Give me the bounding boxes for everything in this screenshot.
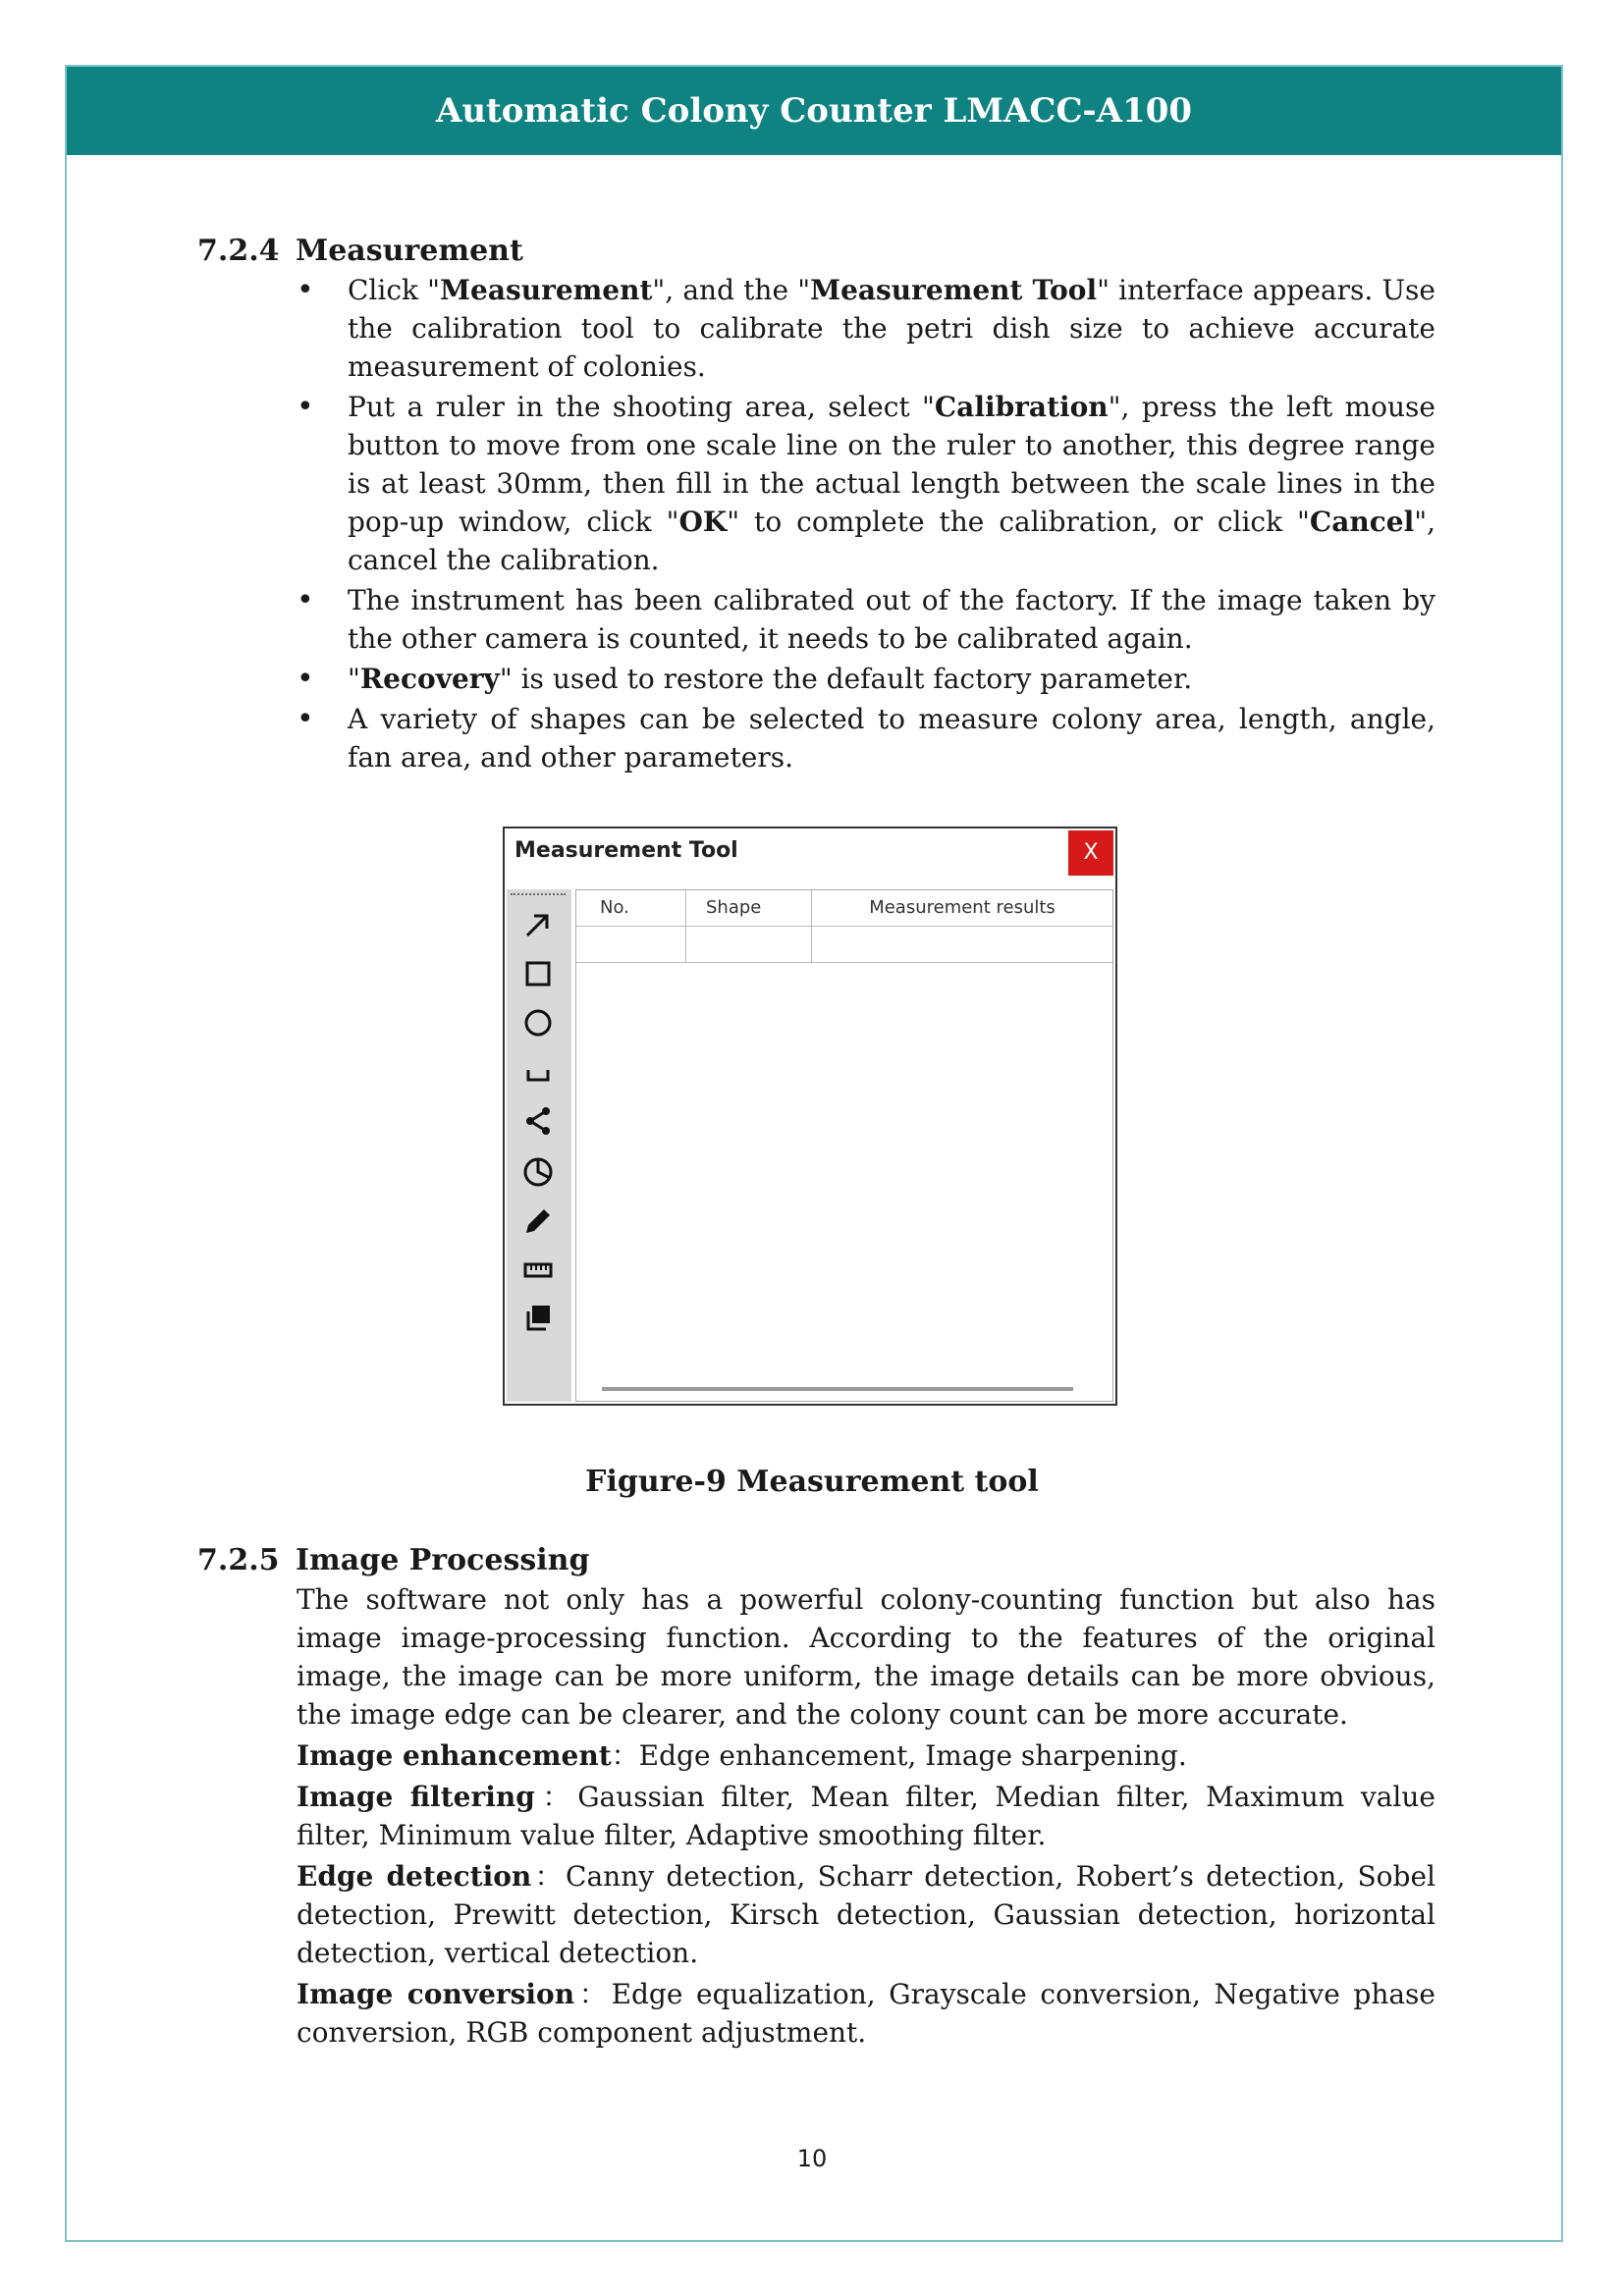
section-heading-724 bbox=[197, 234, 523, 268]
fan-icon[interactable] bbox=[522, 1156, 554, 1188]
table-cell bbox=[686, 927, 812, 962]
list-item: • The instrument has been calibrated out of the factory. If the image taken by the other camera is counted, it needs to be calibrated again. bbox=[297, 581, 1435, 658]
column-header-results[interactable]: Measurement results bbox=[869, 897, 1056, 918]
list-item: • Click "Measurement", and the "Measurement Tool" interface appears. Use the calibration tool to calibrate the petri dish size to achieve accurate measurement of colonies. bbox=[297, 271, 1435, 386]
table-cell bbox=[576, 927, 686, 962]
image-processing-body bbox=[297, 1580, 1435, 2055]
arrow-icon[interactable] bbox=[522, 909, 554, 940]
horizontal-scrollbar[interactable] bbox=[602, 1387, 1073, 1391]
feature-item: Image enhancement：Edge enhancement, Image sharpening. bbox=[297, 1739, 1187, 1772]
results-table bbox=[575, 889, 1113, 1402]
page-header: Automatic Colony Counter LMACC-A100 bbox=[67, 67, 1561, 155]
rectangle-icon[interactable] bbox=[522, 958, 554, 989]
measurement-bullets bbox=[297, 271, 1435, 778]
list-item: • "Recovery" is used to restore the default factory parameter. bbox=[297, 660, 1435, 698]
measurement-tool-window bbox=[503, 827, 1117, 1406]
circle-icon[interactable] bbox=[522, 1007, 554, 1039]
window-title: Measurement Tool bbox=[514, 838, 738, 863]
column-header-shape[interactable]: Shape bbox=[686, 890, 812, 926]
table-row[interactable] bbox=[576, 927, 1112, 963]
section-number: 7.2.5 bbox=[197, 1543, 280, 1577]
list-item: • A variety of shapes can be selected to measure colony area, length, angle, fan area, and other parameters. bbox=[297, 700, 1435, 776]
list-item: • Put a ruler in the shooting area, select "Calibration", press the left mouse button to move from one scale line on the ruler to another, this degree range is at least 30mm, then fill in the actual length between the scale lines in the pop-up window, click "OK" to complete the calibration, or click "Cancel", cancel the calibration. bbox=[297, 388, 1435, 579]
table-header bbox=[576, 890, 1112, 927]
toolbar-grip[interactable] bbox=[511, 893, 566, 898]
intro-paragraph: The software not only has a powerful colony-counting function but also has image image-processing function. According to the features of the original image, the image can be more uniform, the image details can be more obvious, the image edge can be clearer, and the colony count can be more accurate. bbox=[297, 1583, 1435, 1731]
feature-item: Image conversion：Edge equalization, Grayscale conversion, Negative phase conversion, RGB component adjustment. bbox=[297, 1978, 1435, 2049]
pen-icon[interactable] bbox=[522, 1205, 554, 1237]
section-heading-725 bbox=[197, 1543, 589, 1577]
figure-caption: Figure-9 Measurement tool bbox=[585, 1465, 1039, 1499]
page-number: 10 bbox=[796, 2145, 828, 2172]
table-cell bbox=[812, 927, 1112, 962]
column-header-no[interactable]: No. bbox=[576, 890, 686, 926]
angle-icon[interactable] bbox=[522, 1105, 554, 1137]
measurement-toolbar bbox=[507, 889, 571, 1402]
section-title: Image Processing bbox=[296, 1543, 590, 1577]
ruler-icon[interactable] bbox=[522, 1255, 554, 1286]
section-number: 7.2.4 bbox=[197, 234, 280, 268]
recovery-icon[interactable] bbox=[522, 1302, 554, 1333]
feature-item: Image filtering：Gaussian filter, Mean filter, Median filter, Maximum value filter, Minimum value filter, Adaptive smoothing filter. bbox=[297, 1781, 1435, 1851]
feature-item: Edge detection：Canny detection, Scharr detection, Robert’s detection, Sobel detection, Prewitt detection, Kirsch detection, Gaussian detection, horizontal detection, vertical detection. bbox=[297, 1860, 1435, 1969]
section-title: Measurement bbox=[296, 234, 523, 268]
line-icon[interactable] bbox=[522, 1056, 554, 1088]
close-button[interactable]: X bbox=[1068, 830, 1113, 876]
